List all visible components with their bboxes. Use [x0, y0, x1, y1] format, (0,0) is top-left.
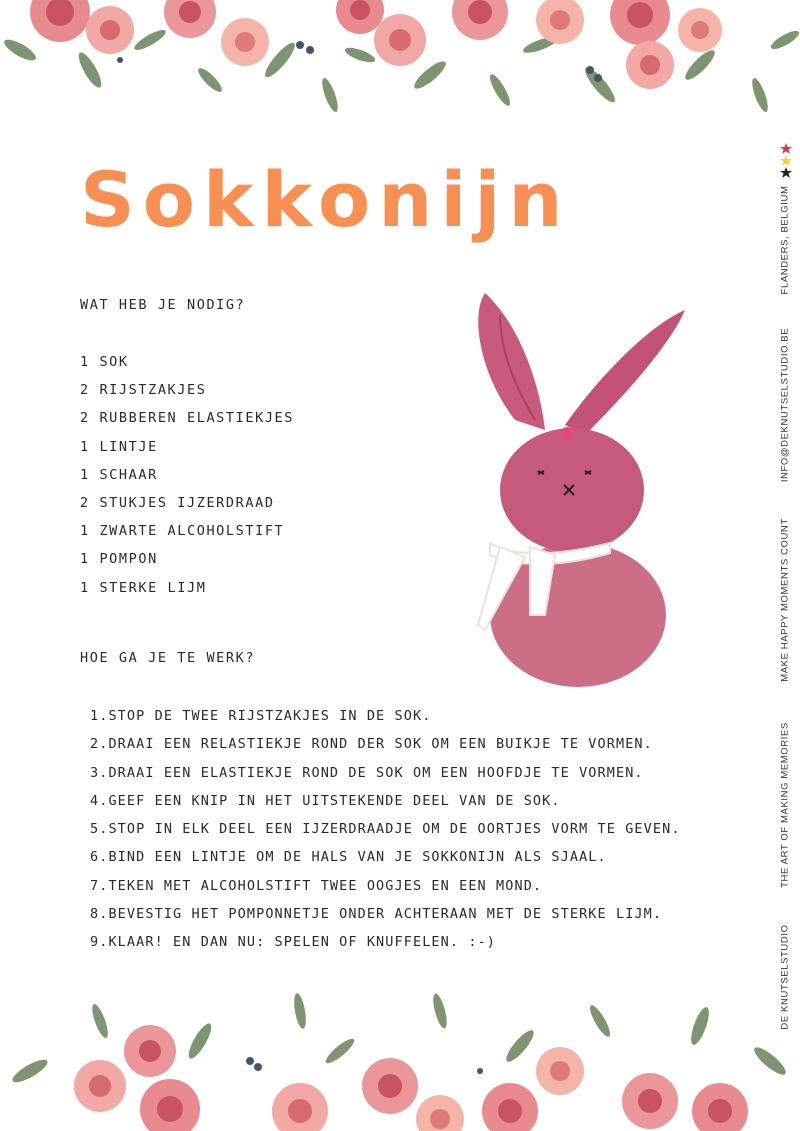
step-item: 1.STOP DE TWEE RIJSTZAKJES IN DE SOK.: [90, 708, 432, 724]
step-item: 9.KLAAR! EN DAN NU: SPELEN OF KNUFFELEN. :-): [90, 934, 497, 951]
steps-heading: HOE GA JE TE WERK?: [80, 650, 256, 666]
step-item: 8.BEVESTIG HET POMPONNETJE ONDER ACHTERAAN MET DE STERKE LIJM.: [90, 906, 663, 923]
sidebar-tagline-2: THE ART OF MAKING MEMORIES: [779, 722, 791, 888]
rose-flowers: [74, 1025, 748, 1131]
rose-flowers: [30, 0, 722, 89]
supply-item: 1 STERKE LIJM: [80, 579, 207, 596]
sidebar-tagline-1: MAKE HAPPY MOMENTS COUNT: [779, 518, 791, 682]
supply-item: 2 STUKJES IJZERDRAAD: [80, 494, 275, 511]
floral-border-bottom: [0, 991, 800, 1131]
supplies-list: [80, 352, 294, 606]
sidebar-vertical: [772, 0, 798, 1131]
belgium-stars-icon: [780, 143, 792, 179]
page-title: Sokkonijn: [80, 155, 571, 244]
bunny-ears: [478, 293, 685, 435]
steps-list: [90, 706, 681, 961]
step-item: 4.GEEF EEN KNIP IN HET UITSTEKENDE DEEL VAN DE SOK.: [90, 792, 561, 809]
step-item: 7.TEKEN MET ALCOHOLSTIFT TWEE OOGJES EN EEN MOND.: [90, 877, 543, 894]
supply-item: 1 ZWARTE ALCOHOLSTIFT: [80, 523, 285, 540]
supply-item: 2 RIJSTZAKJES: [80, 382, 207, 399]
sidebar-location: FLANDERS, BELGIUM: [779, 185, 791, 295]
supply-item: 1 LINTJE: [80, 438, 158, 455]
sock-bunny-image: [460, 285, 695, 690]
supply-item: 1 SCHAAR: [80, 466, 158, 483]
bunny-head: [500, 428, 644, 552]
step-item: 6.BIND EEN LINTJE OM DE HALS VAN JE SOKKONIJN ALS SJAAL.: [90, 849, 607, 866]
supply-item: 1 SOK: [80, 354, 129, 370]
step-item: 5.STOP IN ELK DEEL EEN IJZERDRAADJE OM DE OORTJES VORM TE GEVEN.: [90, 821, 681, 838]
step-item: 2.DRAAI EEN RELASTIEKJE ROND DER SOK OM EEN BUIKJE TE VORMEN.: [90, 736, 653, 753]
sidebar-brand: DE KNUTSELSTUDIO: [779, 924, 791, 1030]
floral-border-top: [0, 0, 800, 135]
step-item: 3.DRAAI EEN ELASTIEKJE ROND DE SOK OM EEN HOOFDJE TE VORMEN.: [90, 764, 644, 781]
supplies-heading: WAT HEB JE NODIG?: [80, 297, 246, 313]
supply-item: 2 RUBBEREN ELASTIEKJES: [80, 410, 295, 427]
supply-item: 1 POMPON: [80, 551, 158, 568]
sidebar-email: INFO@DEKNUTSELSTUDIO.BE: [779, 327, 791, 483]
